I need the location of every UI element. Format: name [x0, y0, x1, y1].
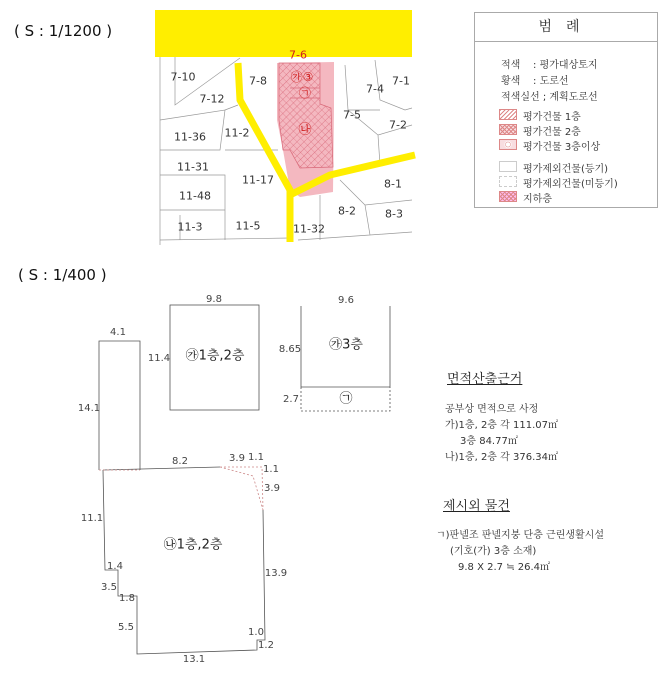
dimension: 11.1 — [80, 513, 104, 524]
parcel-label: 11-31 — [177, 160, 209, 174]
dimension: 1.0 — [248, 627, 264, 638]
parcel-label: 7-2 — [389, 118, 407, 132]
dimension: 8.2 — [172, 456, 188, 467]
swatch-floor3-icon — [499, 139, 517, 150]
dimension: 4.1 — [110, 327, 126, 338]
parcel-label: 7-5 — [343, 108, 361, 122]
parcel-label: 7-4 — [366, 82, 384, 96]
parcel-label: 11-2 — [224, 126, 250, 140]
dimension: 1.2 — [258, 640, 274, 651]
legend-swatch-label: 평가건물 1층 — [523, 112, 581, 123]
parcel-label: 8-2 — [338, 204, 356, 218]
dimension: 3.9 — [264, 483, 280, 494]
parcel-label: 7-6 — [289, 48, 307, 62]
legend-swatch-label: 지하층 — [523, 194, 552, 205]
dimension: 1.1 — [263, 464, 279, 475]
dimension: 1.8 — [119, 593, 135, 604]
parcel-label: 7-1 — [392, 74, 410, 88]
road-7-6 — [155, 10, 412, 57]
plan-annex-label: ㉠ — [339, 391, 353, 407]
plan-ga-12-label: ㉮1층,2층 — [185, 348, 245, 364]
legend-swatch-label: 평가제외건물(미등기) — [523, 179, 618, 190]
plan-na-annex — [99, 341, 140, 470]
dimension: 8.65 — [278, 344, 302, 355]
swatch-excluded-unregistered-icon — [499, 176, 517, 187]
area-basis-line: 가)1층, 2층 각 111.07㎡ — [445, 420, 558, 431]
dimension: 5.5 — [118, 622, 134, 633]
dimension: 1.4 — [107, 561, 123, 572]
dimension: 2.7 — [283, 394, 299, 405]
parcel-label: 11-5 — [235, 219, 261, 233]
legend-swatch-label: 평가건물 3층이상 — [523, 142, 601, 153]
area-basis-line: 공부상 면적으로 사정 — [445, 404, 539, 415]
plan-ga-3-label: ㉮3층 — [329, 337, 363, 353]
building-mark-giyeok: ㉠ — [298, 86, 312, 100]
legend-swatch-label: 평가건물 2층 — [523, 127, 581, 138]
swatch-floor2-icon — [499, 124, 517, 135]
parcel-label: 8-3 — [385, 207, 403, 221]
dimension: 11.4 — [147, 353, 171, 364]
parcel-label: 11-32 — [293, 222, 325, 236]
parcel-label: 11-48 — [179, 189, 211, 203]
area-basis-line: 나)1층, 2층 각 376.34㎡ — [445, 452, 558, 463]
building-mark-ga3: ㉮③ — [290, 70, 314, 84]
parcel-label: 7-12 — [199, 92, 225, 106]
parcel-label: 8-1 — [384, 177, 402, 191]
parcel-label: 7-8 — [249, 74, 267, 88]
swatch-floor1-icon — [499, 109, 517, 120]
area-basis-heading: 면적산출근거 — [447, 372, 523, 387]
dimension: 9.8 — [206, 294, 222, 305]
parcel-label: 11-36 — [174, 130, 206, 144]
legend-row: 적색실선 ; 계획도로선 — [501, 92, 598, 103]
dimension: 1.1 — [248, 452, 264, 463]
excluded-line: ㄱ)판넬조 판넬지붕 단층 근린생활시설 — [436, 530, 604, 541]
excluded-heading: 제시외 물건 — [443, 499, 510, 514]
dimension: 9.6 — [338, 295, 354, 306]
legend-row: 황색 : 도로선 — [501, 76, 569, 87]
legend-title: 범례 — [475, 13, 657, 42]
swatch-excluded-registered-icon — [499, 161, 517, 172]
legend-swatch-label: 평가제외건물(등기) — [523, 164, 609, 175]
legend-row: 적색 : 평가대상토지 — [501, 60, 598, 71]
map-scale-label: ( S : 1/1200 ) — [14, 22, 113, 40]
swatch-basement-icon — [499, 191, 517, 202]
area-basis-line: 3층 84.77㎡ — [460, 436, 518, 447]
building-mark-na: ㉯ — [298, 122, 312, 138]
dimension: 3.5 — [101, 582, 117, 593]
dimension: 13.9 — [264, 568, 288, 579]
dimension: 13.1 — [182, 654, 206, 665]
dimension: 3.9 — [229, 453, 245, 464]
parcel-label: 7-10 — [170, 70, 196, 84]
excluded-line: 9.8 X 2.7 ≒ 26.4㎡ — [458, 562, 551, 573]
legend-box — [474, 12, 658, 208]
plan-scale-label: ( S : 1/400 ) — [18, 266, 107, 284]
dimension: 14.1 — [77, 403, 101, 414]
excluded-line: (기호(가) 3층 소재) — [450, 546, 537, 557]
cadastral-map — [155, 10, 415, 245]
parcel-label: 11-17 — [242, 173, 274, 187]
plan-na-label: ㉯1층,2층 — [163, 537, 223, 553]
parcel-label: 11-3 — [177, 220, 203, 234]
